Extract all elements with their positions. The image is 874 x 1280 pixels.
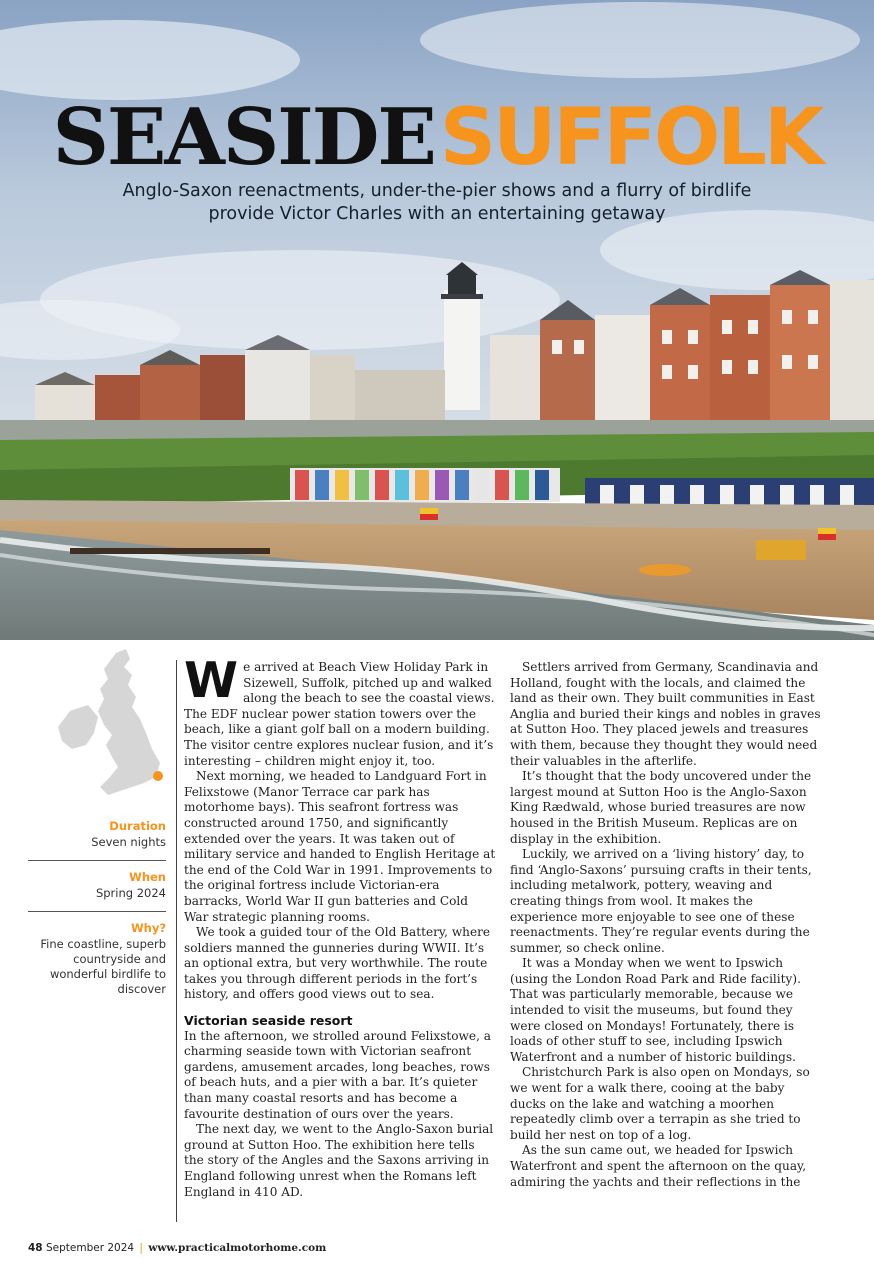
facts-sidebar (28, 645, 166, 1007)
footer-separator: | (139, 1242, 143, 1254)
standfirst: Anglo-Saxon reenactments, under-the-pier shows and a flurry of birdlife provide Victor Charles with an entertaining getaway (122, 181, 752, 224)
fact-label: Why? (130, 921, 166, 935)
paragraph: Settlers arrived from Germany, Scandinavia and Holland, fought with the locals, and claimed the land as their own. They built communities in East Anglia and buried their kings and nobles in graves at Sutton Hoo. They placed jewels and treasures with them, because they thought they would need their valuables in the afterlife. (510, 660, 821, 768)
column-rule (176, 660, 177, 1222)
paragraph: In the afternoon, we strolled around Felixstowe, a charming seaside town with Victorian seafront gardens, amusement arcades, long beaches, rows of beach huts, and a pier with a bar. It’s quieter than many coastal resorts and has become a favourite destination of ours over the years. (184, 1028, 491, 1121)
drop-cap: W (184, 652, 239, 709)
fact-duration (28, 810, 166, 861)
paragraph: We took a guided tour of the Old Battery, where soldiers manned the gunneries during WWII. It’s an optional extra, but very worthwhile. The route takes you through different periods in the fort’s history, and offers good views out to sea. (184, 925, 491, 1002)
article-column-1 (184, 652, 496, 1200)
fact-value: Fine coastline, superb countryside and wonderful birdlife to discover (40, 937, 166, 996)
fact-when (28, 861, 166, 912)
subheading: Victorian seaside resort (184, 1013, 353, 1029)
headline-part-2: SUFFOLK (439, 93, 822, 183)
paragraph: Luckily, we arrived on a ‘living history’ day, to find ‘Anglo-Saxons’ pursuing crafts in their tents, including metalwork, pottery, weaving and creating things from wool. It makes the experience more enjoyable to see one of these reenactments. They’re regular events during the summer, so check online. (510, 847, 812, 955)
headline-part-1: SEASIDE (52, 92, 435, 183)
paragraph: The next day, we went to the Anglo-Saxon burial ground at Sutton Hoo. The exhibition here tells the story of the Angles and the Saxons arriving in England following unrest when the Romans left England in 410 AD. (184, 1122, 494, 1199)
paragraph: It’s thought that the body uncovered under the largest mound at Sutton Hoo is the Anglo-Saxon King Rædwald, whose buried treasures are now housed in the British Museum. Replicas are on display in the exhibition. (510, 769, 812, 846)
article-column-2 (510, 660, 822, 1190)
fact-value: Spring 2024 (95, 886, 166, 900)
website-link[interactable]: www.practicalmotorhome.com (148, 1242, 327, 1254)
paragraph: Christchurch Park is also open on Mondays, so we went for a walk there, cooing at the baby ducks on the lake and watching a moorhen repeatedly climb over a terrapin as she tried to build her nest on top of a log. (510, 1065, 810, 1142)
headline (0, 92, 874, 183)
page-number: 48 (28, 1242, 43, 1254)
uk-map-icon (28, 645, 166, 810)
fact-value: Seven nights (91, 835, 166, 849)
paragraph: As the sun came out, we headed for Ipswich Waterfront and spent the afternoon on the quay, admiring the yachts and their reflections in the (510, 1143, 807, 1189)
fact-why (28, 912, 166, 1007)
issue-date: September 2024 (45, 1242, 135, 1254)
paragraph: It was a Monday when we went to Ipswich (using the London Road Park and Ride facility). That was particularly memorable, because we intended to visit the museums, but found they were closed on Mondays! Fortunately, there is loads of other stuff to see, including Ipswich Waterfront and a number of historic buildings. (510, 956, 801, 1064)
paragraph: Next morning, we headed to Landguard Fort in Felixstowe (Manor Terrace car park has motorhome bays). This seafront fortress was constructed around 1750, and significantly extended over the years. It was taken out of military service and handed to English Heritage at the end of the Cold War in 1991. Improvements to the original fortress include Victorian-era barracks, World War II gun batteries and Cold War strategic planning rooms. (184, 769, 496, 924)
fact-label: Duration (109, 819, 166, 833)
fact-label: When (129, 870, 166, 884)
paragraph: We arrived at Beach View Holiday Park in Sizewell, Suffolk, pitched up and walked along the beach to see the coastal views. The EDF nuclear power station towers over the beach, like a giant golf ball on a modern building. The visitor centre explores nuclear fusion, and it’s interesting – children might enjoy it, too. (184, 652, 495, 768)
page-footer (28, 1242, 326, 1254)
